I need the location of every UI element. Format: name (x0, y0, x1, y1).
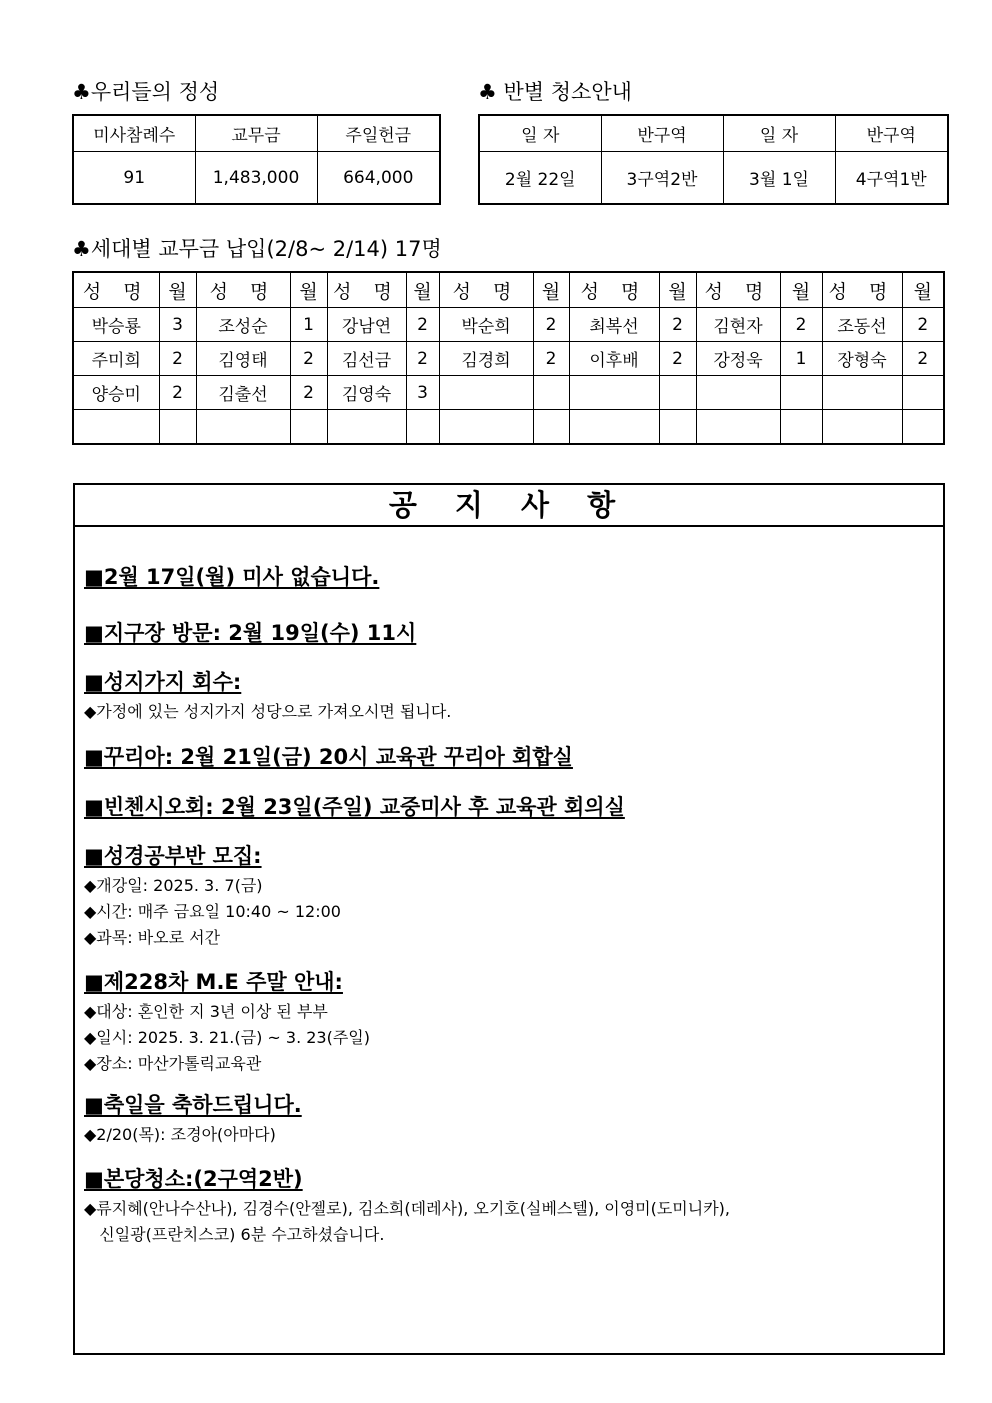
dues-header-name: 성 명 (439, 272, 533, 308)
dues-month-cell: 2 (406, 342, 439, 376)
dues-name-cell (196, 410, 290, 445)
notice-heading: ■본당청소:(2구역2반) (84, 1167, 303, 1191)
offering-value-dues: 1,483,000 (195, 152, 317, 205)
dues-header-name: 성 명 (696, 272, 780, 308)
dues-month-cell (406, 410, 439, 445)
dues-name-cell: 김선금 (327, 342, 406, 376)
dues-month-cell: 2 (406, 308, 439, 342)
offering-value-attendance: 91 (73, 152, 195, 205)
dues-header-month: 월 (406, 272, 439, 308)
cleaning-header-date-1: 일 자 (479, 115, 601, 152)
cleaning-group-1: 3구역2반 (601, 152, 723, 205)
dues-header-month: 월 (533, 272, 569, 308)
cleaning-table (478, 114, 949, 205)
dues-month-cell (533, 376, 569, 410)
dues-month-cell (533, 410, 569, 445)
dues-month-cell: 1 (780, 342, 822, 376)
dues-name-cell (439, 376, 533, 410)
dues-name-cell (73, 410, 159, 445)
dues-name-cell (822, 376, 902, 410)
cleaning-header-group-2: 반구역 (835, 115, 948, 152)
dues-name-cell: 강남연 (327, 308, 406, 342)
notice-heading: ■축일을 축하드립니다. (84, 1093, 302, 1117)
notice-line: ◆2/20(목): 조경아(아마다) (84, 1125, 276, 1144)
dues-header-month: 월 (159, 272, 196, 308)
notice-line: ◆개강일: 2025. 3. 7(금) (84, 876, 263, 895)
dues-month-cell (780, 410, 822, 445)
dues-month-cell: 2 (902, 308, 944, 342)
dues-row (73, 308, 944, 342)
dues-month-cell (659, 376, 696, 410)
dues-month-cell: 2 (533, 308, 569, 342)
dues-header-name: 성 명 (73, 272, 159, 308)
dues-month-cell (902, 410, 944, 445)
cleaning-section-title: ♣ 반별 청소안내 (478, 80, 632, 104)
notice-line: ◆가정에 있는 성지가지 성당으로 가져오시면 됩니다. (84, 702, 452, 721)
offering-header-attendance: 미사참례수 (73, 115, 195, 152)
dues-name-cell: 김출선 (196, 376, 290, 410)
cleaning-date-2: 3월 1일 (723, 152, 835, 205)
dues-header-name: 성 명 (569, 272, 659, 308)
dues-name-cell (439, 410, 533, 445)
dues-name-cell: 김영태 (196, 342, 290, 376)
dues-row (73, 342, 944, 376)
notice-heading: ■성경공부반 모집: (84, 844, 262, 868)
dues-month-cell: 3 (406, 376, 439, 410)
dues-row (73, 376, 944, 410)
notice-heading: ■제228차 M.E 주말 안내: (84, 970, 343, 994)
dues-header-row (73, 272, 944, 308)
notice-line: ◆대상: 혼인한 지 3년 이상 된 부부 (84, 1002, 328, 1021)
cleaning-date-1: 2월 22일 (479, 152, 601, 205)
dues-name-cell (696, 376, 780, 410)
dues-name-cell (327, 410, 406, 445)
notice-line: ◆장소: 마산가톨릭교육관 (84, 1054, 262, 1073)
dues-name-cell: 양승미 (73, 376, 159, 410)
notice-line: ◆일시: 2025. 3. 21.(금) ~ 3. 23(주일) (84, 1028, 371, 1047)
dues-header-month: 월 (902, 272, 944, 308)
dues-name-cell: 조성순 (196, 308, 290, 342)
dues-header-name: 성 명 (822, 272, 902, 308)
offering-value-sunday-collection: 664,000 (317, 152, 440, 205)
dues-name-cell: 이후배 (569, 342, 659, 376)
dues-header-name: 성 명 (327, 272, 406, 308)
dues-name-cell: 주미희 (73, 342, 159, 376)
dues-month-cell: 2 (659, 308, 696, 342)
dues-name-cell: 최복선 (569, 308, 659, 342)
cleaning-header-date-2: 일 자 (723, 115, 835, 152)
dues-name-cell: 강정욱 (696, 342, 780, 376)
dues-month-cell: 1 (290, 308, 327, 342)
notice-line: 신일광(프란치스코) 6분 수고하셨습니다. (84, 1225, 385, 1244)
offering-section-title: ♣우리들의 정성 (72, 80, 220, 104)
notice-heading: ■2월 17일(월) 미사 없습니다. (84, 565, 380, 589)
dues-section-title: ♣세대별 교무금 납입(2/8~ 2/14) 17명 (72, 237, 442, 261)
cleaning-header-group-1: 반구역 (601, 115, 723, 152)
dues-month-cell: 2 (780, 308, 822, 342)
notice-line: ◆시간: 매주 금요일 10:40 ~ 12:00 (84, 902, 341, 921)
dues-month-cell (659, 410, 696, 445)
dues-month-cell: 2 (159, 376, 196, 410)
dues-header-month: 월 (780, 272, 822, 308)
dues-name-cell: 김경희 (439, 342, 533, 376)
dues-name-cell (569, 410, 659, 445)
dues-month-cell (902, 376, 944, 410)
notice-heading: ■지구장 방문: 2월 19일(수) 11시 (84, 621, 417, 645)
dues-name-cell (696, 410, 780, 445)
notice-heading: ■성지가지 회수: (84, 670, 242, 694)
offering-header-dues: 교무금 (195, 115, 317, 152)
dues-name-cell (569, 376, 659, 410)
dues-header-month: 월 (659, 272, 696, 308)
dues-month-cell (290, 410, 327, 445)
dues-month-cell: 2 (290, 376, 327, 410)
dues-table (72, 271, 945, 445)
dues-name-cell (822, 410, 902, 445)
cleaning-group-2: 4구역1반 (835, 152, 948, 205)
dues-name-cell: 장형숙 (822, 342, 902, 376)
offering-table (72, 114, 441, 205)
dues-month-cell: 2 (659, 342, 696, 376)
dues-month-cell: 2 (902, 342, 944, 376)
notice-title: 공 지 사 항 (75, 485, 943, 527)
dues-header-name: 성 명 (196, 272, 290, 308)
notice-heading: ■빈첸시오회: 2월 23일(주일) 교중미사 후 교육관 회의실 (84, 795, 625, 819)
dues-month-cell (159, 410, 196, 445)
dues-month-cell: 3 (159, 308, 196, 342)
dues-month-cell (780, 376, 822, 410)
dues-name-cell: 박순희 (439, 308, 533, 342)
notice-line: ◆과목: 바오로 서간 (84, 928, 221, 947)
dues-name-cell: 박승룡 (73, 308, 159, 342)
offering-header-sunday-collection: 주일헌금 (317, 115, 440, 152)
dues-month-cell: 2 (159, 342, 196, 376)
dues-month-cell: 2 (290, 342, 327, 376)
notice-box (73, 483, 945, 1355)
dues-name-cell: 김현자 (696, 308, 780, 342)
dues-name-cell: 조동선 (822, 308, 902, 342)
dues-name-cell: 김영숙 (327, 376, 406, 410)
dues-month-cell: 2 (533, 342, 569, 376)
dues-header-month: 월 (290, 272, 327, 308)
dues-row (73, 410, 944, 445)
notice-heading: ■꾸리아: 2월 21일(금) 20시 교육관 꾸리아 회합실 (84, 745, 573, 769)
notice-line: ◆류지혜(안나수산나), 김경수(안젤로), 김소희(데레사), 오기호(실베스텔), 이영미(도미니카), (84, 1199, 731, 1218)
